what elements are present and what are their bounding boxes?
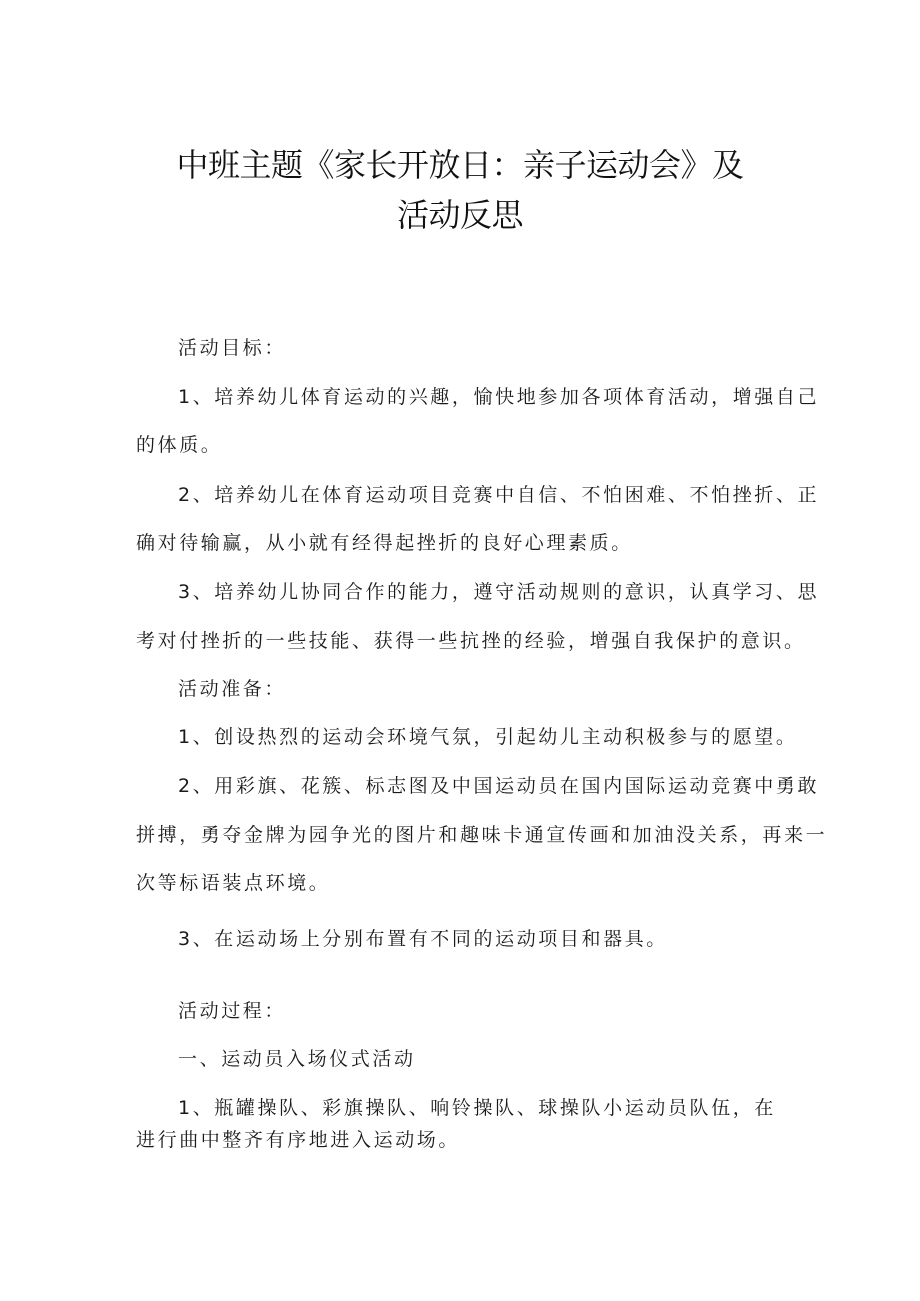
prep-2-line-2: 拼搏，勇夺金牌为园争光的图片和趣味卡通宣传画和加油没关系，再来一 bbox=[136, 824, 828, 846]
section-1-heading: 一、运动员入场仪式活动 bbox=[178, 1048, 416, 1070]
step-1-line-1: 1、瓶罐操队、彩旗操队、响铃操队、球操队小运动员队伍，在 bbox=[178, 1097, 776, 1119]
prep-3: 3、在运动场上分别布置有不同的运动项目和器具。 bbox=[178, 928, 668, 950]
prep-2-line-1: 2、用彩旗、花簇、标志图及中国运动员在国内国际运动竞赛中勇敢 bbox=[178, 775, 820, 797]
step-1-line-2: 进行曲中整齐有序地进入运动场。 bbox=[136, 1129, 461, 1151]
goal-1-line-1: 1、培养幼儿体育运动的兴趣，愉快地参加各项体育活动，增强自己 bbox=[178, 386, 820, 408]
goal-2-line-1: 2、培养幼儿在体育运动项目竞赛中自信、不怕困难、不怕挫折、正 bbox=[178, 484, 820, 506]
document-title-line-1: 中班主题《家长开放日：亲子运动会》及 bbox=[176, 146, 744, 184]
goal-1-line-2: 的体质。 bbox=[136, 434, 223, 456]
prep-1: 1、创设热烈的运动会环境气氛，引起幼儿主动积极参与的愿望。 bbox=[178, 726, 798, 748]
prep-2-line-3: 次等标语装点环境。 bbox=[136, 872, 331, 894]
goal-3-line-2: 考对付挫折的一些技能、获得一些抗挫的经验，增强自我保护的意识。 bbox=[136, 630, 806, 652]
goal-2-line-2: 确对待输赢，从小就有经得起挫折的良好心理素质。 bbox=[136, 532, 633, 554]
document-title-line-2: 活动反思 bbox=[396, 196, 523, 234]
goal-3-line-1: 3、培养幼儿协同合作的能力，遵守活动规则的意识，认真学习、思 bbox=[178, 581, 820, 603]
prep-heading: 活动准备： bbox=[178, 678, 287, 700]
goal-heading: 活动目标： bbox=[178, 337, 287, 359]
process-heading: 活动过程： bbox=[178, 1000, 287, 1022]
